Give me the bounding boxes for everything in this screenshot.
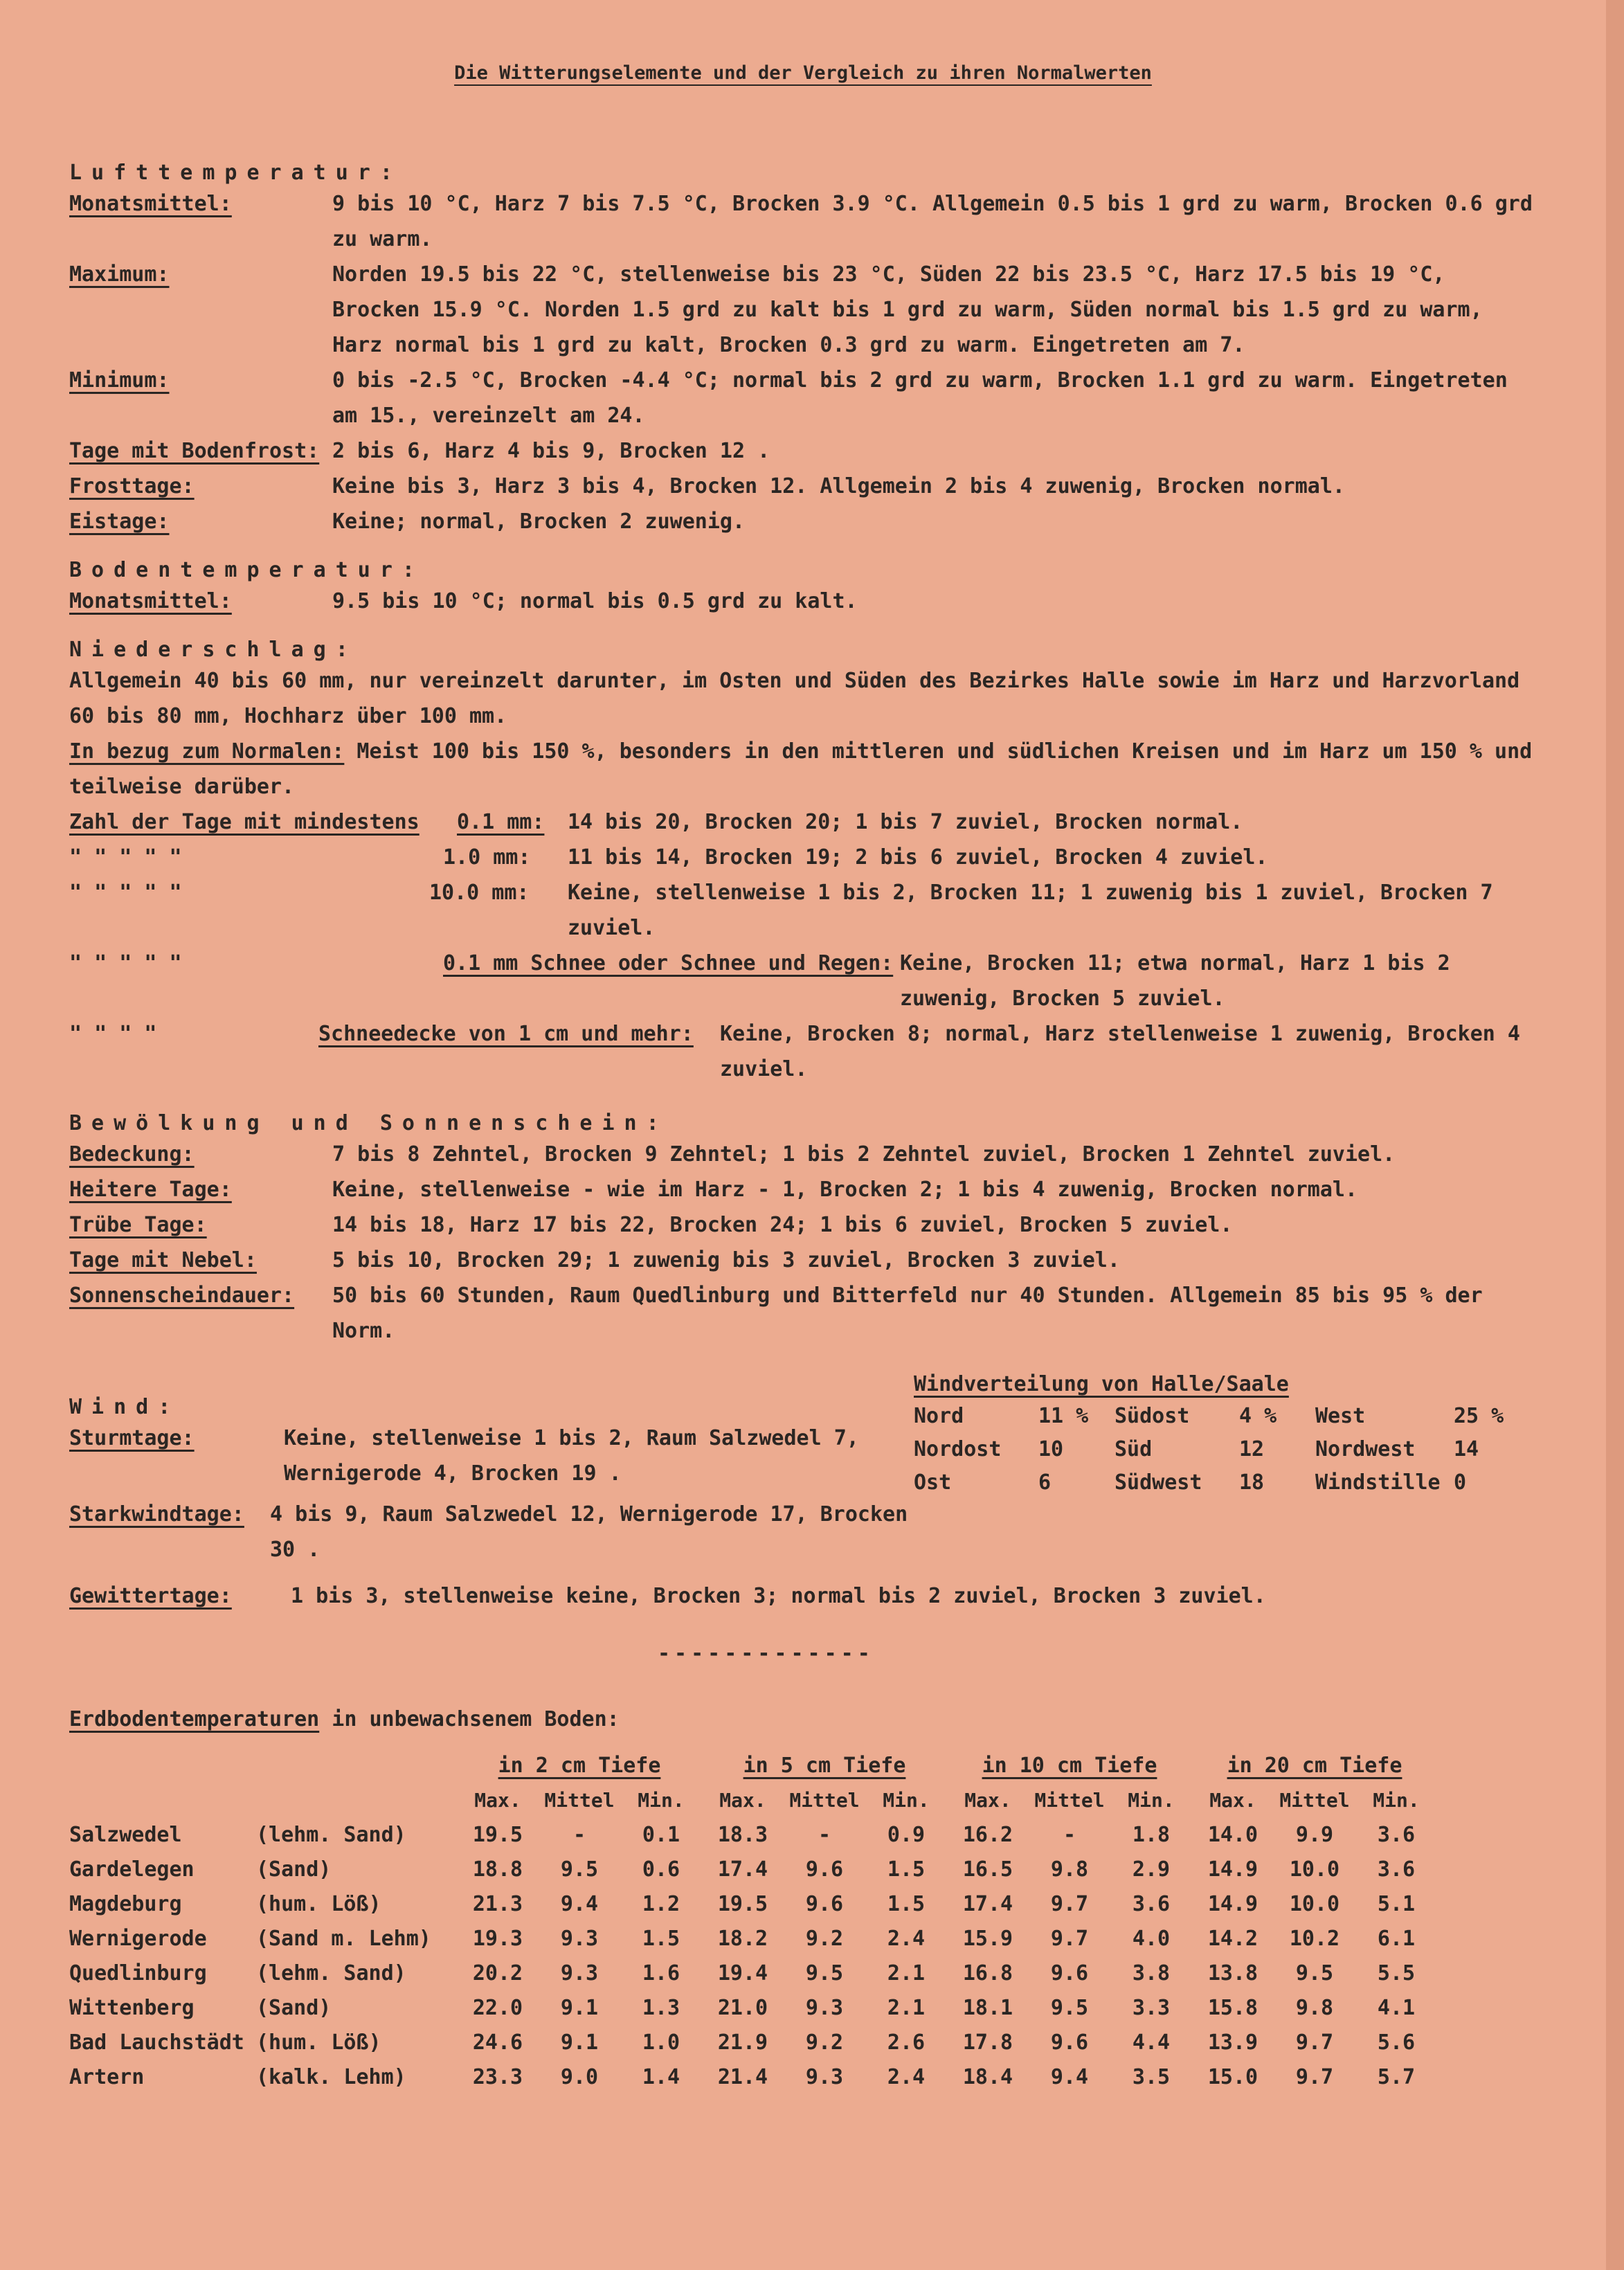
table-row [69, 1990, 1437, 2025]
table-cell: 3.5 [1132, 2064, 1171, 2089]
tage-schnee-row [69, 946, 1537, 1016]
sub-header: Max. [719, 1788, 766, 1812]
depth-header-row [69, 1748, 1437, 1783]
tage-amount: 0.1 mm: [457, 810, 545, 834]
table-cell: 14.2 [1207, 1926, 1258, 1951]
tage-text: Keine, stellenweise 1 bis 2, Brocken 11; 1 zuwenig bis 1 zuviel, Brocken 7 zuviel. [568, 881, 1493, 940]
table-cell: 17.8 [962, 2030, 1013, 2055]
sub-header: Min. [1128, 1788, 1175, 1812]
table-cell: 17.4 [962, 1891, 1013, 1916]
table-cell: 9.2 [805, 2030, 844, 2055]
table-cell: 9.9 [1295, 1822, 1334, 1847]
wind-direction: Nord [914, 1404, 964, 1428]
section-bewoelkung [69, 1110, 1537, 1349]
row-label: Minimum: [69, 368, 170, 393]
table-cell: 16.8 [962, 1961, 1013, 1985]
table-cell: 9.3 [805, 2064, 844, 2089]
table-cell: 18.1 [962, 1995, 1013, 2020]
wind-direction: Südost [1115, 1404, 1190, 1428]
table-cell: 9.8 [1295, 1995, 1334, 2020]
section-lufttemperatur [69, 160, 1537, 539]
table-cell: 1.4 [642, 2064, 680, 2089]
table-cell: 16.5 [962, 1857, 1013, 1882]
table-cell: 3.6 [1377, 1822, 1416, 1847]
section-wind [69, 1369, 1537, 1567]
tage-text: Keine, Brocken 11; etwa normal, Harz 1 bis 2 zuwenig, Brocken 5 zuviel. [900, 951, 1450, 1011]
table-cell: 9.3 [560, 1926, 599, 1951]
wind-percent: 11 % [1038, 1404, 1089, 1428]
table-cell: 3.8 [1132, 1961, 1171, 1985]
tage-label: Zahl der Tage mit mindestens [69, 810, 419, 834]
table-cell: 10.0 [1289, 1891, 1340, 1916]
table-cell: 9.0 [560, 2064, 599, 2089]
table-cell: 9.6 [805, 1891, 844, 1916]
table-cell: 1.5 [887, 1857, 926, 1882]
page-title: Die Witterungselemente und der Vergleich zu ihren Normalwerten [454, 62, 1152, 84]
niederschlag-intro: Allgemein 40 bis 60 mm, nur vereinzelt darunter, im Osten und Süden des Bezirkes Halle sowie im Harz und Harzvorland 60 bis 80 mm, Hochharz über 100 mm. [69, 669, 1520, 728]
ditto-marks: " " " " " [69, 881, 182, 905]
table-cell: 1.0 [642, 2030, 680, 2055]
wind-percent: 4 % [1239, 1404, 1277, 1428]
table-cell: 9.4 [560, 1891, 599, 1916]
wind-direction: Südwest [1115, 1470, 1202, 1495]
tage-amount: 0.1 mm Schnee oder Schnee und Regen: [443, 951, 894, 975]
table-row [69, 1886, 1437, 1921]
text-row [69, 1137, 1537, 1172]
soil-type: (hum. Löß) [256, 2030, 381, 2055]
wind-percent: 14 [1454, 1437, 1479, 1461]
ditto-marks: " " " " " [69, 845, 182, 870]
row-text: 50 bis 60 Stunden, Raum Quedlinburg und Bitterfeld nur 40 Stunden. Allgemein 85 bis 95 % der Norm. [332, 1283, 1483, 1343]
gewittertage-row [69, 1578, 1537, 1614]
row-label: Gewittertage: [69, 1584, 232, 1608]
text-row [69, 1243, 1537, 1278]
depth-header: in 2 cm Tiefe [498, 1753, 661, 1778]
table-cell: 14.9 [1207, 1891, 1258, 1916]
tage-text: 11 bis 14, Brocken 19; 2 bis 6 zuviel, Brocken 4 zuviel. [568, 845, 1268, 870]
row-label: Monatsmittel: [69, 589, 232, 613]
ditto-marks: " " " " [69, 1022, 157, 1046]
row-text: 0 bis -2.5 °C, Brocken -4.4 °C; normal bis 2 grd zu warm, Brocken 1.1 grd zu warm. Eingetreten am 15., vereinzelt am 24. [332, 368, 1508, 428]
table-cell: 9.5 [1295, 1961, 1334, 1985]
table-cell: 19.5 [717, 1891, 768, 1916]
table-cell: 16.2 [962, 1822, 1013, 1847]
table-cell: 9.1 [560, 2030, 599, 2055]
luft-rows [69, 186, 1537, 539]
section-heading: Bewölkung und Sonnenschein: [69, 1111, 669, 1135]
table-cell: 9.7 [1295, 2064, 1334, 2089]
row-label: Monatsmittel: [69, 192, 232, 216]
table-cell: 1.6 [642, 1961, 680, 1985]
separator-line: ------------- [658, 1641, 874, 1666]
depth-header: in 10 cm Tiefe [982, 1753, 1157, 1778]
table-cell: 14.9 [1207, 1857, 1258, 1882]
table-cell: 20.2 [472, 1961, 523, 1985]
text-row [69, 186, 1537, 257]
wind-direction: Nordost [914, 1437, 1002, 1461]
table-cell: 2.9 [1132, 1857, 1171, 1882]
row-text: Keine bis 3, Harz 3 bis 4, Brocken 12. Allgemein 2 bis 4 zuwenig, Brocken normal. [332, 474, 1345, 498]
table-cell: 19.3 [472, 1926, 523, 1951]
table-cell: 4.1 [1377, 1995, 1416, 2020]
table-cell: 9.3 [560, 1961, 599, 1985]
sub-header: Max. [1209, 1788, 1256, 1812]
sub-header: Max. [474, 1788, 521, 1812]
station-name: Wernigerode [69, 1926, 207, 1951]
row-label: Eistage: [69, 510, 170, 534]
sub-header: Mittel [544, 1788, 615, 1812]
table-cell: 3.6 [1377, 1857, 1416, 1882]
depth-header: in 5 cm Tiefe [743, 1753, 906, 1778]
sub-header: Min. [883, 1788, 930, 1812]
sub-header: Mittel [789, 1788, 860, 1812]
row-text: 4 bis 9, Raum Salzwedel 12, Wernigerode 17, Brocken 30 . [270, 1502, 908, 1562]
table-cell: - [572, 1822, 586, 1847]
niederschlag-normal [69, 734, 1537, 804]
table-cell: 9.5 [805, 1961, 844, 1985]
row-text: 9.5 bis 10 °C; normal bis 0.5 grd zu kalt. [332, 589, 858, 613]
normal-text: Meist 100 bis 150 %, besonders in den mittleren und südlichen Kreisen und im Harz um 150 % und teilweise darüber. [69, 739, 1533, 799]
soil-type: (Sand) [256, 1857, 332, 1882]
header-blank [69, 1783, 256, 1817]
row-text: 2 bis 6, Harz 4 bis 9, Brocken 12 . [332, 439, 770, 463]
row-label: Trübe Tage: [69, 1213, 207, 1237]
tage-amount: 1.0 mm: [443, 845, 531, 870]
table-cell: 9.2 [805, 1926, 844, 1951]
table-cell: 9.1 [560, 1995, 599, 2020]
schneedecke-text: Keine, Brocken 8; normal, Harz stellenweise 1 zuwenig, Brocken 4 zuviel. [720, 1022, 1520, 1081]
station-name: Artern [69, 2064, 145, 2089]
table-cell: 21.0 [717, 1995, 768, 2020]
row-text: 9 bis 10 °C, Harz 7 bis 7.5 °C, Brocken 3.9 °C. Allgemein 0.5 bis 1 grd zu warm, Brocken 0.6 grd zu warm. [332, 192, 1533, 251]
table-cell: 9.8 [1050, 1857, 1089, 1882]
row-text: 14 bis 18, Harz 17 bis 22, Brocken 24; 1 bis 6 zuviel, Brocken 5 zuviel. [332, 1213, 1233, 1237]
table-cell: 23.3 [472, 2064, 523, 2089]
station-name: Wittenberg [69, 1995, 195, 2020]
table-cell: 15.0 [1207, 2064, 1258, 2089]
section-heading: Bodentemperatur: [69, 558, 424, 582]
station-name: Quedlinburg [69, 1961, 207, 1985]
row-text: Norden 19.5 bis 22 °C, stellenweise bis 23 °C, Süden 22 bis 23.5 °C, Harz 17.5 bis 19 °C, Brocken 15.9 °C. Norden 1.5 grd zu kalt bis 1 grd zu warm, Süden normal bis 1.5 grd zu warm, Harz normal bis 1 grd zu kalt, Brocken 0.3 grd zu warm. Eingetreten am 7. [332, 262, 1483, 357]
table-cell: 9.5 [1050, 1995, 1089, 2020]
soil-type: (kalk. Lehm) [256, 2064, 406, 2089]
windverteilung-grid [914, 1400, 1537, 1499]
table-cell: 13.8 [1207, 1961, 1258, 1985]
text-row [69, 433, 1537, 469]
table-cell: 9.7 [1295, 2030, 1334, 2055]
table-cell: 4.0 [1132, 1926, 1171, 1951]
table-row [69, 2025, 1437, 2060]
table-cell: 24.6 [472, 2030, 523, 2055]
erdboden-title-rest: in unbewachsenem Boden: [319, 1707, 620, 1731]
table-cell: 2.1 [887, 1961, 926, 1985]
table-cell: 2.1 [887, 1995, 926, 2020]
table-cell: 1.2 [642, 1891, 680, 1916]
soil-type: (Sand) [256, 1995, 332, 2020]
row-label: Heitere Tage: [69, 1178, 232, 1202]
table-cell: 18.3 [717, 1822, 768, 1847]
station-name: Bad Lauchstädt [69, 2030, 244, 2055]
table-row [69, 2060, 1437, 2094]
sub-header: Mittel [1034, 1788, 1105, 1812]
table-cell: 5.1 [1377, 1891, 1416, 1916]
table-cell: 17.4 [717, 1857, 768, 1882]
table-cell: 9.6 [805, 1857, 844, 1882]
erdboden-title [69, 1707, 1537, 1731]
schneedecke-label: Schneedecke von 1 cm und mehr: [318, 1022, 694, 1046]
soil-type: (lehm. Sand) [256, 1961, 406, 1985]
table-row [69, 1921, 1437, 1956]
table-cell: 2.6 [887, 2030, 926, 2055]
text-row [69, 363, 1537, 433]
header-blank [256, 1783, 457, 1817]
header-blank [256, 1748, 457, 1783]
section-heading: Wind: [69, 1395, 181, 1419]
starkwindtage-row [69, 1497, 914, 1567]
page-edge [1606, 0, 1624, 2270]
table-cell: 6.1 [1377, 1926, 1416, 1951]
table-cell: 19.4 [717, 1961, 768, 1985]
table-cell: 9.6 [1050, 2030, 1089, 2055]
text-row [69, 1207, 1537, 1243]
text-row [69, 257, 1537, 363]
bewoelkung-rows [69, 1137, 1537, 1349]
table-cell: 9.4 [1050, 2064, 1089, 2089]
table-cell: 9.3 [805, 1995, 844, 2020]
row-text: 1 bis 3, stellenweise keine, Brocken 3; normal bis 2 zuviel, Brocken 3 zuviel. [291, 1584, 1266, 1608]
row-text: Keine; normal, Brocken 2 zuwenig. [332, 510, 746, 534]
row-label: Sturmtage: [69, 1426, 195, 1450]
wind-percent: 18 [1239, 1470, 1265, 1495]
row-text: Keine, stellenweise 1 bis 2, Raum Salzwedel 7, Wernigerode 4, Brocken 19 . [284, 1426, 859, 1486]
row-text: Keine, stellenweise - wie im Harz - 1, Brocken 2; 1 bis 4 zuwenig, Brocken normal. [332, 1178, 1358, 1202]
document [69, 62, 1537, 2094]
soil-type: (Sand m. Lehm) [256, 1926, 431, 1951]
table-cell: 5.7 [1377, 2064, 1416, 2089]
text-row [69, 1172, 1537, 1207]
station-name: Salzwedel [69, 1822, 182, 1847]
table-cell: 9.7 [1050, 1926, 1089, 1951]
table-row [69, 1817, 1437, 1852]
windverteilung-title: Windverteilung von Halle/Saale [914, 1372, 1289, 1396]
table-cell: 9.7 [1050, 1891, 1089, 1916]
windverteilung [914, 1369, 1537, 1567]
table-cell: 21.4 [717, 2064, 768, 2089]
erdboden-body [69, 1817, 1437, 2094]
table-cell: 2.4 [887, 2064, 926, 2089]
table-cell: 2.4 [887, 1926, 926, 1951]
row-label: Sonnenscheindauer: [69, 1283, 295, 1308]
section-niederschlag [69, 637, 1537, 1087]
table-cell: 1.8 [1132, 1822, 1171, 1847]
table-cell: 18.2 [717, 1926, 768, 1951]
wind-percent: 25 % [1454, 1404, 1504, 1428]
table-cell: - [818, 1822, 831, 1847]
wind-direction: Nordwest [1315, 1437, 1416, 1461]
sub-header-row [69, 1783, 1437, 1817]
tage-10-row [69, 875, 1537, 946]
table-cell: 0.1 [642, 1822, 680, 1847]
table-cell: 5.6 [1377, 2030, 1416, 2055]
row-text: 5 bis 10, Brocken 29; 1 zuwenig bis 3 zuviel, Brocken 3 zuviel. [332, 1248, 1120, 1272]
section-bodentemperatur [69, 557, 1537, 619]
wind-direction: West [1315, 1404, 1366, 1428]
table-row [69, 1956, 1437, 1990]
tage-1-row [69, 840, 1537, 875]
row-label: Bedeckung: [69, 1142, 195, 1166]
table-cell: 3.3 [1132, 1995, 1171, 2020]
table-cell: 18.4 [962, 2064, 1013, 2089]
table-cell: 9.5 [560, 1857, 599, 1882]
table-cell: 15.8 [1207, 1995, 1258, 2020]
wind-direction: Süd [1115, 1437, 1153, 1461]
text-row [69, 469, 1537, 504]
table-cell: 0.6 [642, 1857, 680, 1882]
row-label: Frosttage: [69, 474, 195, 498]
table-row [69, 1852, 1437, 1886]
sub-header: Min. [638, 1788, 685, 1812]
tage-amount: 10.0 mm: [429, 881, 530, 905]
table-cell: 1.5 [887, 1891, 926, 1916]
wind-percent: 6 [1038, 1470, 1052, 1495]
table-cell: 5.5 [1377, 1961, 1416, 1985]
row-label: Tage mit Bodenfrost: [69, 439, 320, 463]
station-name: Magdeburg [69, 1891, 182, 1916]
table-cell: 3.6 [1132, 1891, 1171, 1916]
wind-percent: 12 [1239, 1437, 1265, 1461]
table-cell: - [1063, 1822, 1076, 1847]
normal-label: In bezug zum Normalen: [69, 739, 345, 764]
table-cell: 21.9 [717, 2030, 768, 2055]
row-label: Starkwindtage: [69, 1502, 244, 1526]
erdboden-title-underlined: Erdbodentemperaturen [69, 1707, 320, 1731]
wind-percent: 10 [1038, 1437, 1064, 1461]
table-cell: 15.9 [962, 1926, 1013, 1951]
section-heading: Niederschlag: [69, 638, 358, 662]
wind-percent: 0 [1454, 1470, 1467, 1495]
table-cell: 21.3 [472, 1891, 523, 1916]
table-cell: 19.5 [472, 1822, 523, 1847]
tage-01-row [69, 804, 1537, 840]
depth-header: in 20 cm Tiefe [1227, 1753, 1402, 1778]
sturmtage-row [69, 1421, 914, 1491]
table-cell: 0.9 [887, 1822, 926, 1847]
schneedecke-row [69, 1016, 1537, 1087]
soil-type: (lehm. Sand) [256, 1822, 406, 1847]
station-name: Gardelegen [69, 1857, 195, 1882]
table-cell: 13.9 [1207, 2030, 1258, 2055]
ditto-marks: " " " " " [69, 951, 182, 975]
wind-direction: Ost [914, 1470, 952, 1495]
text-row [69, 504, 1537, 539]
wind-direction: Windstille [1315, 1470, 1441, 1495]
table-cell: 1.3 [642, 1995, 680, 2020]
boden-row [69, 584, 1537, 619]
row-label: Tage mit Nebel: [69, 1248, 257, 1272]
tage-text: 14 bis 20, Brocken 20; 1 bis 7 zuviel, Brocken normal. [568, 810, 1243, 834]
sub-header: Mittel [1279, 1788, 1350, 1812]
row-text: 7 bis 8 Zehntel, Brocken 9 Zehntel; 1 bis 2 Zehntel zuviel, Brocken 1 Zehntel zuviel. [332, 1142, 1396, 1166]
sub-header: Min. [1373, 1788, 1420, 1812]
table-cell: 9.6 [1050, 1961, 1089, 1985]
table-cell: 10.2 [1289, 1926, 1340, 1951]
wind-left [69, 1369, 914, 1567]
table-cell: 22.0 [472, 1995, 523, 2020]
row-label: Maximum: [69, 262, 170, 287]
text-row [69, 1278, 1537, 1349]
table-cell: 18.8 [472, 1857, 523, 1882]
section-heading: Lufttemperatur: [69, 161, 402, 185]
table-cell: 4.4 [1132, 2030, 1171, 2055]
table-cell: 1.5 [642, 1926, 680, 1951]
erdboden-table [69, 1748, 1437, 2094]
sub-header: Max. [964, 1788, 1011, 1812]
soil-type: (hum. Löß) [256, 1891, 381, 1916]
header-blank [69, 1748, 256, 1783]
table-cell: 10.0 [1289, 1857, 1340, 1882]
table-cell: 14.0 [1207, 1822, 1258, 1847]
